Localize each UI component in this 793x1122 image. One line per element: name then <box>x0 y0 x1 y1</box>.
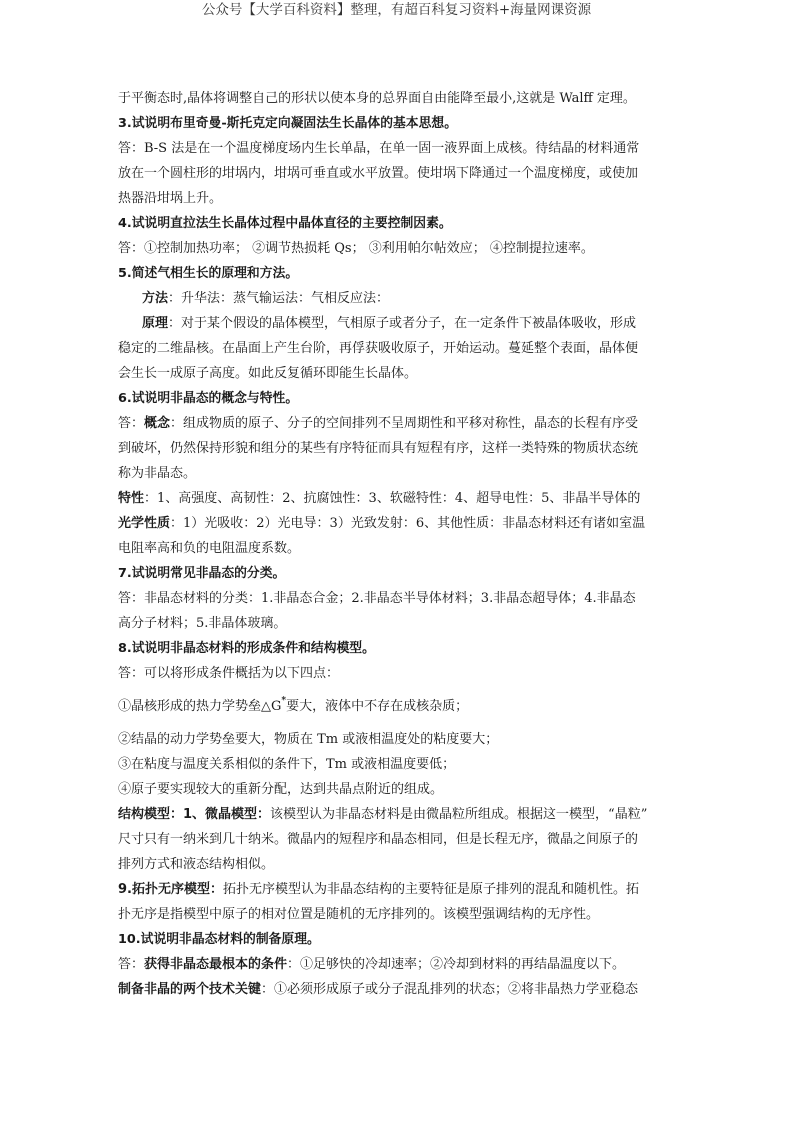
line-text: ：升华法：蒸气输运法：气相反应法： <box>168 291 390 306</box>
paragraph-line: 答：非晶态材料的分类：1.非晶态合金；2.非晶态半导体材料；3.非晶态超导体；4.非晶态 <box>118 591 636 606</box>
paragraph-line: 扑无序是指模型中原子的相对位置是随机的无序排列的。该模型强调结构的无序性。 <box>118 907 600 922</box>
paragraph-line: 于平衡态时,晶体将调整自己的形状以使本身的总界面自由能降至最小,这就是 Walff 定理。 <box>118 91 636 106</box>
question-10-heading: 10.试说明非晶态材料的制备原理。 <box>118 932 320 947</box>
line-text: 拓扑无序模型认为非晶态结构的主要特征是原子排列的混乱和随机性。拓 <box>222 882 639 897</box>
paragraph-line <box>118 877 680 902</box>
line-text: 答： <box>118 416 145 431</box>
paragraph-line <box>118 511 680 536</box>
paragraph-line: 答：可以将形成条件概括为以下四点： <box>118 666 340 681</box>
paragraph-line <box>118 694 680 719</box>
line-text: ：对于某个假设的晶体模型，气相原子或者分子，在一定条件下被晶体吸收，形成 <box>168 316 637 331</box>
paragraph-line <box>118 411 680 436</box>
question-7-heading: 7.试说明常见非晶态的分类。 <box>118 566 286 581</box>
paragraph-line: 排列方式和液态结构相似。 <box>118 857 275 872</box>
line-text: ：1、高强度、高韧性：2、抗腐蚀性：3、软磁特性：4、超导电性：5、非晶半导体的 <box>144 491 641 506</box>
bold-term: 结构模型：1、微晶模型： <box>118 807 271 822</box>
line-text: 答： <box>118 957 145 972</box>
bold-term: 光学性质 <box>118 516 171 531</box>
bold-term: 制备非晶的两个技术关键 <box>118 982 262 997</box>
paragraph-line <box>118 802 680 827</box>
paragraph-line: 高分子材料；5.非晶体玻璃。 <box>118 616 287 631</box>
paragraph-line: 答：B-S 法是在一个温度梯度场内生长单晶，在单一固一液界面上成核。待结晶的材料通常 <box>118 141 640 156</box>
question-5-heading: 5.简述气相生长的原理和方法。 <box>118 266 299 281</box>
paragraph-line: 热器沿坩埚上升。 <box>118 191 223 206</box>
paragraph-line: 电阻率高和负的电阻温度系数。 <box>118 541 301 556</box>
superscript-star: * <box>281 696 287 706</box>
paragraph-line: 稳定的二维晶核。在晶面上产生台阶，再俘获吸收原子，开始运动。蔓延整个表面，晶体便 <box>118 341 639 356</box>
page-header: 公众号【大学百科资料】整理，有超百科复习资料+海量网课资源 <box>201 2 592 18</box>
paragraph-line: ④原子要实现较大的重新分配，达到共晶点附近的组成。 <box>118 782 444 797</box>
paragraph-line: 放在一个圆柱形的坩埚内，坩埚可垂直或水平放置。使坩埚下降通过一个温度梯度，或使加 <box>118 166 639 181</box>
paragraph-line: 会生长一成原子高度。如此反复循环即能生长晶体。 <box>118 366 418 381</box>
bold-term: 原理 <box>142 316 169 331</box>
paragraph-line <box>118 952 680 977</box>
line-text: ：组成物质的原子、分子的空间排列不呈周期性和平移对称性，晶态的长程有序受 <box>170 416 639 431</box>
line-text: ①晶核形成的热力学势垒△G <box>118 699 282 714</box>
paragraph-line <box>118 977 680 1002</box>
bold-term: 方法 <box>142 291 169 306</box>
line-text: ：①必须形成原子或分子混乱排列的状态；②将非晶热力学亚稳态 <box>261 982 639 997</box>
question-4-heading: 4.试说明直拉法生长晶体过程中晶体直径的主要控制因素。 <box>118 216 452 231</box>
line-text: 该模型认为非晶态材料是由微晶粒所组成。根据这一模型，“晶粒” <box>270 807 648 822</box>
question-8-heading: 8.试说明非晶态材料的形成条件和结构模型。 <box>118 641 375 656</box>
paragraph-line: 称为非晶态。 <box>118 466 197 481</box>
paragraph-line <box>118 486 680 511</box>
bold-term: 获得非晶态最根本的条件 <box>144 957 288 972</box>
question-3-heading: 3.试说明布里奇曼-斯托克定向凝固法生长晶体的基本思想。 <box>118 116 457 131</box>
bold-term: 概念 <box>144 416 171 431</box>
line-text: 要大，液体中不存在成核杂质； <box>286 699 469 714</box>
paragraph-line: ③在粘度与温度关系相似的条件下，Tm 或液相温度要低； <box>118 757 456 772</box>
bold-term: 9.拓扑无序模型： <box>118 882 223 897</box>
bold-term: 特性 <box>118 491 145 506</box>
document-body <box>118 86 680 1002</box>
line-text: ：①足够快的冷却速率；②冷却到材料的再结晶温度以下。 <box>287 957 626 972</box>
paragraph-line <box>118 286 680 311</box>
question-6-heading: 6.试说明非晶态的概念与特性。 <box>118 391 299 406</box>
paragraph-line: ②结晶的动力学势垒要大，物质在 Tm 或液相温度处的粘度要大； <box>118 732 499 747</box>
line-text: ：1）光吸收：2）光电导：3）光致发射：6、其他性质：非晶态材料还有诸如室温 <box>170 516 646 531</box>
paragraph-line <box>118 311 680 336</box>
paragraph-line: 到破坏，仍然保持形貌和组分的某些有序特征而具有短程有序，这样一类特殊的物质状态统 <box>118 441 639 456</box>
paragraph-line: 答：①控制加热功率； ②调节热损耗 Qs； ③利用帕尔帖效应； ④控制提拉速率。 <box>118 241 594 256</box>
paragraph-line: 尺寸只有一纳米到几十纳米。微晶内的短程序和晶态相同，但是长程无序，微晶之间原子的 <box>118 832 639 847</box>
